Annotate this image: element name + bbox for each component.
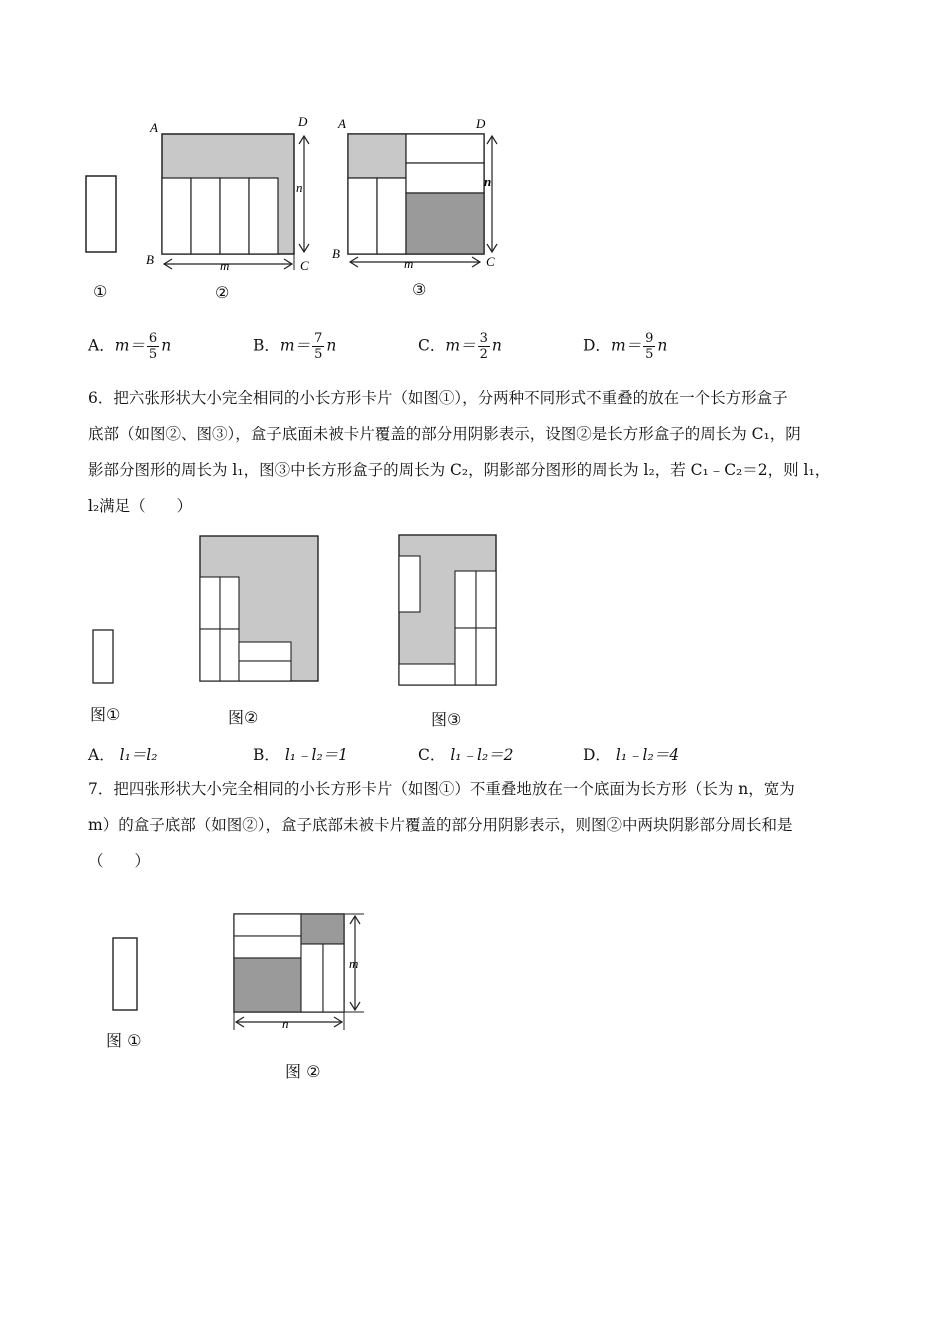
q7-fig2-caption: 图 ② bbox=[285, 1062, 321, 1081]
q6-option-b[interactable]: B． l₁﹣l₂＝1 bbox=[253, 746, 349, 764]
q5-option-b[interactable]: B．m＝ $\frac{7}{5}$ n bbox=[253, 331, 337, 362]
q5-fig1-caption: ① bbox=[93, 282, 108, 301]
q5-fig2-label-d: D bbox=[298, 114, 308, 129]
q7-line-3: （ ） bbox=[88, 852, 151, 870]
q5-option-d[interactable]: D．m＝ $\frac{9}{5}$ n bbox=[583, 331, 668, 362]
q7-line-1: 7．把四张形状大小完全相同的小长方形卡片（如图①）不重叠地放在一个底面为长方形（长为 n，宽为 bbox=[88, 780, 795, 798]
q7-fig2-label-n: n bbox=[282, 1016, 289, 1031]
q6-figure-3 bbox=[395, 531, 505, 691]
q5-option-c[interactable]: C．m＝ $\frac{3}{2}$ n bbox=[418, 331, 502, 362]
q7-line-2: m）的盒子底部（如图②），盒子底部未被卡片覆盖的部分用阴影表示，则图②中两块阴影部分周长和是 bbox=[88, 816, 793, 834]
q6-figure-1 bbox=[88, 625, 118, 691]
q5-fig3-label-n: n bbox=[484, 174, 492, 189]
q6-fig2-caption: 图② bbox=[228, 708, 259, 727]
q5-fig2-label-n: n bbox=[296, 180, 303, 195]
q5-fig3-label-a: A bbox=[338, 116, 346, 131]
q5-fig2-label-b: B bbox=[146, 252, 154, 267]
q6-option-c[interactable]: C． l₁﹣l₂＝2 bbox=[418, 746, 514, 764]
q7-fig1-caption: 图 ① bbox=[106, 1031, 142, 1050]
q5-figure-3 bbox=[326, 110, 506, 280]
q5-fig2-caption: ② bbox=[215, 283, 230, 302]
q5-fig3-label-c: C bbox=[486, 254, 495, 269]
q6-fig1-caption: 图① bbox=[90, 705, 121, 724]
q5-fig3-label-b: B bbox=[332, 246, 340, 261]
q6-line-4: l₂满足（ ） bbox=[88, 497, 193, 515]
q6-line-2: 底部（如图②、图③），盒子底面未被卡片覆盖的部分用阴影表示，设图②是长方形盒子的周长为 C₁，阴 bbox=[88, 425, 801, 443]
q6-line-1: 6．把六张形状大小完全相同的小长方形卡片（如图①），分两种不同形式不重叠的放在一个长方形盒子 bbox=[88, 389, 788, 407]
q5-figure-1 bbox=[80, 170, 130, 270]
q5-fig3-label-m: m bbox=[404, 256, 414, 271]
q5-fig2-label-m: m bbox=[220, 258, 230, 273]
q7-fig2-label-m: m bbox=[349, 956, 359, 971]
q5-fig2-label-c: C bbox=[300, 258, 309, 273]
q7-figure-2 bbox=[226, 906, 376, 1036]
q5-option-a[interactable]: A．m＝ $\frac{6}{5}$ n bbox=[88, 331, 172, 362]
q6-option-d[interactable]: D． l₁﹣l₂＝4 bbox=[583, 746, 680, 764]
q6-fig3-caption: 图③ bbox=[431, 710, 462, 729]
q6-option-a[interactable]: A． l₁＝l₂ bbox=[88, 746, 158, 764]
q7-figure-1 bbox=[108, 932, 144, 1018]
q6-figure-2 bbox=[196, 532, 324, 686]
q6-text bbox=[88, 380, 868, 524]
q7-text bbox=[88, 771, 868, 879]
q5-fig3-caption: ③ bbox=[412, 280, 427, 299]
q5-figure-2 bbox=[140, 110, 320, 280]
q5-fig3-label-d: D bbox=[476, 116, 486, 131]
q5-fig2-label-a: A bbox=[150, 120, 158, 135]
q6-line-3: 影部分图形的周长为 l₁，图③中长方形盒子的周长为 C₂，阴影部分图形的周长为 l₂，若 C₁﹣C₂＝2，则 l₁， bbox=[88, 461, 831, 479]
